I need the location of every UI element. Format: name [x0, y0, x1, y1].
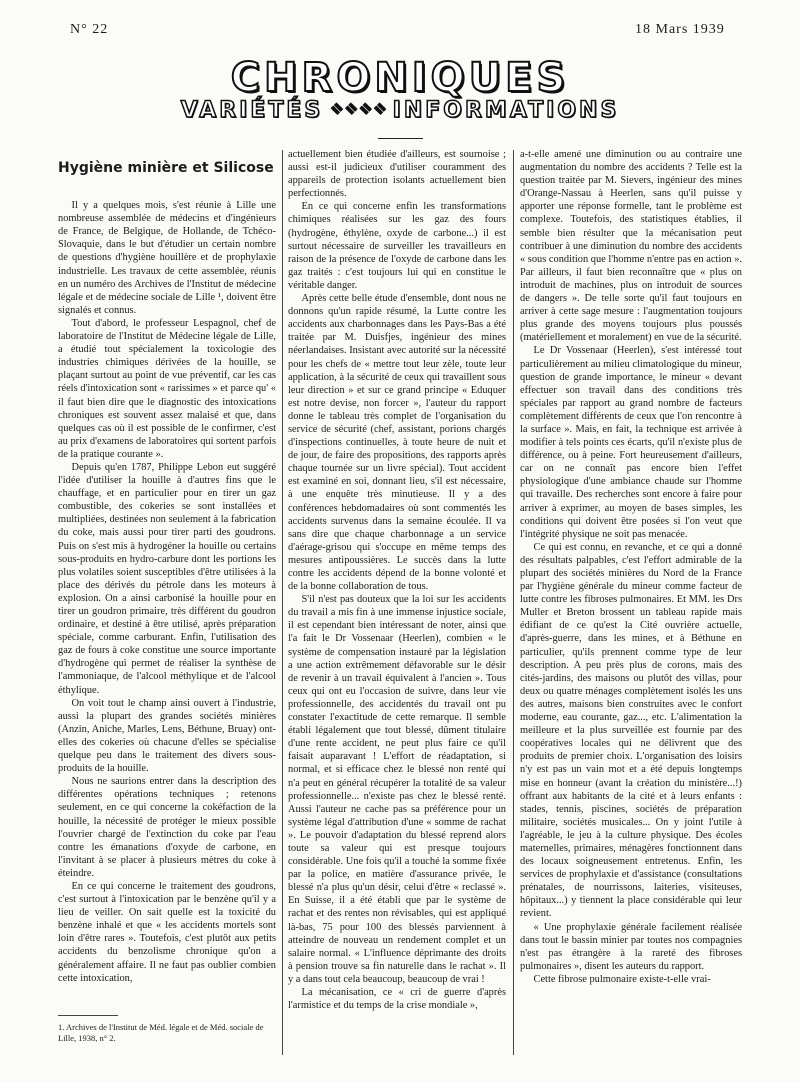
paragraph: a-t-elle amené une diminution ou au contraire une augmentation du nombre des accidents ? Telle est la question traitée par M. Sievers, ingénieur des mines d'Orange-Nassau à Heerlen, sans qu'il puisse y apporter une réponse formelle, tant le problème est complexe. Toutefois, des statistiques établies, il semble bien résulter que la mécanisation peut contribuer à une diminution du nombre des accidents « sous condition que l'homme n'entre pas en action ». Par ailleurs, il faut bien reconnaître que « plus on introduit de machines, plus on introduit de sources de dangers ». De telle sorte qu'il faut toujours en arriver à cette sage mesure : l'augmentation toujours plus grande des moyens toujours plus poussés (matériellement et moralement) en vue de la sécurité. [520, 149, 742, 344]
paragraph: Depuis qu'en 1787, Philippe Lebon eut suggéré l'idée d'utiliser la houille à d'autres fins que le chauffage, et en particulier pour en tirer un gaz combustible, des cokeries se sont installées et multipliées, destinées non seulement à la fabrication du coke, mais aussi pour tirer parti des goudrons. Puis on s'est mis à hydrogéner la houille ou certains sous-produits en hydro-carbure dont les portions les plus volatiles soient susceptibles d'être utilisées à la place des dérivés du pétrole dans les moteurs à explosion. On a ainsi carbonisé la houille pour en tirer un goudron primaire, très différent du goudron ordinaire, et destiné à être utilisé, après préparation spéciale, comme carburant. Enfin, l'utilisation des gaz de fours à coke constitue une source importante d'hydrogène qui permet de réaliser la synthèse de l'ammoniaque, de l'alcool méthylique et de l'alcool éthylique. [58, 461, 276, 696]
issue-date: 18 Mars 1939 [635, 22, 725, 37]
footnote: 1. Archives de l'Institut de Méd. légale et de Méd. sociale de Lille, 1938, n° 2. [58, 1022, 264, 1043]
paragraph: Nous ne saurions entrer dans la description des différentes opérations techniques ; retenons seulement, en ce qui concerne la cokéfaction de la houille, la nécessité de protéger le mieux possible l'ouvrier chargé de l'extinction du coke par l'eau contre les émanations d'oxyde de carbone, en l'invitant à se placer à plusieurs mètres du coke à éteindre. [58, 776, 276, 879]
column-divider [513, 150, 514, 1055]
paragraph: « Une prophylaxie générale facilement réalisée dans tout le bassin minier par toutes nos compagnies n'est pas étrangère à la rareté des fibroses pulmonaires », disent les auteurs du rapport. [520, 921, 742, 972]
masthead-subtitle [0, 98, 800, 123]
paragraph: S'il n'est pas douteux que la loi sur les accidents du travail a mis fin à une immense injustice sociale, il est cependant bien intéressant de noter, ainsi que l'a fait le Dr Vossenaar (Heerlen), combien « le système de compensation instauré par la législation a une action extrêmement défavorable sur le désir de revenir à un travail équivalent à l'ancien ». Tous ceux qui ont eu l'occasion de suivre, dans leur vie professionnelle, des accidentés du travail ont pu constater l'exactitude de cette remarque. Il semble établi légalement que tout blessé, dûment titulaire d'une rente accident, ne peut plus faire ce qu'il faisait auparavant ! L'effort de réadaptation, si normal, et si efficace chez le blessé non renté qui n'a peut en général récupérer la totalité de sa valeur professionnelle... n'existe pas chez le blessé renté. Aussi l'auteur ne cache pas sa préférence pour un système légal d'attribution d'une « somme de rachat ». Le pouvoir d'adaptation du blessé reprend alors toute sa valeur qui est presque toujours considérable. Une fois qu'il a touché la somme fixée par la police, en matière d'assurance privée, le blessé n'a plus qu'un désir, celui d'être « reclassé ». En Suisse, il a été établi que par le système de rachat et des rentes non révisables, qui est appliqué là-bas, 75 pour 100 des blessés parviennent à atteindre de nouveau un rendement complet et un salaire normal. « L'influence déprimante des droits à pension trouve sa fin naturelle dans le rachat ». Il y a dans tout cela beaucoup, beaucoup de vrai ! [288, 594, 506, 985]
column-3 [520, 148, 742, 1053]
title-rule [378, 138, 423, 139]
paragraph: Le Dr Vossenaar (Heerlen), s'est intéressé tout particulièrement au milieu climatologique du mineur, question de grande importance, le mineur « devant effectuer son travail dans des conditions très spéciales par rapport au grand nombre de facteurs complètement différents de ceux que l'on rencontre à la surface ». Mais, en fait, la technique est arrivée à modifier à tels points ces écarts, qu'il n'existe plus de différence, ou à peine. Fort heureusement d'ailleurs, car on ne connaît pas encore bien l'effet physiologique d'une ambiance chaude sur l'homme qui travaille. Des recherches sont encore à faire pour arriver à exprimer, au moyen de bases simples, les conditions qui doivent être posées si l'on veut que l'intégrité physique ne soit pas menacée. [520, 345, 742, 540]
paragraph: On voit tout le champ ainsi ouvert à l'industrie, aussi la plupart des grandes sociétés minières (Anzin, Aniche, Marles, Lens, Béthune, Bruay) ont-elles des cokeries où chacune d'elles se spécialise quelque peu dans le traitement des divers sous-produits de la houille. [58, 697, 276, 775]
column-divider [282, 150, 283, 1055]
paragraph: La mécanisation, ce « cri de guerre d'après l'armistice et du temps de la crise mondiale », [288, 987, 506, 1012]
paragraph: Cette fibrose pulmonaire existe-t-elle vrai- [533, 973, 711, 985]
article-title: Hygiène minière et Silicose [58, 160, 274, 176]
footnote-rule [58, 1015, 118, 1016]
paragraph: Il y a quelques mois, s'est réunie à Lille une nombreuse assemblée de médecins et d'ingénieurs de France, de Belgique, de Hollande, de Tchéco-Slovaquie, dans le but d'étudier un certain nombre de questions d'hygiène houillère et de prophylaxie industrielle. Les travaux de cette assemblée, réunis en un numéro des Archives de l'Institut de médecine légale et de médecine sociale de Lille ¹, doivent être signalés et connus. [58, 200, 276, 316]
paragraph: En ce qui concerne enfin les transformations chimiques réalisées sur les gaz des fours (hydrogène, éthylène, oxyde de carbone...) il est surtout nécessaire de surveiller les travailleurs en raison de la présence de l'oxyde de carbone dans les gaz traités : c'est toujours lui qui en constitue le véritable danger. [288, 201, 506, 291]
paragraph: Ce qui est connu, en revanche, et ce qui a donné des résultats palpables, c'est l'effort admirable de la plupart des sociétés minières du Nord de la France par l'hygiène générale du mineur comme facteur de lutte contre les fibroses pulmonaires. Et MM. les Drs Muller et Breton brossent un tableau rapide mais édifiant de ce qu'est la Cité ouvrière actuelle, d'après-guerre, dans les mines, et à Béthune en particulier, qu'ils prennent comme type de leur description. A peu près plus de corons, mais des cités-jardins, des maisons ou plutôt des villas, pour deux ou quatre ménages complètement isolés les uns des autres, maisons bien construites avec le confort moderne, eau courante, gaz..., etc. L'alimentation la meilleure et la plus surveillée est fournie par des coopératives locales qui ne délivrent que des produits de premier choix. L'organisation des loisirs n'y est pas un vain mot et a été depuis longtemps mise en honneur (avant la création du ministère...!) offrant aux habitants de la cité et à leurs enfants : stades, tennis, piscines, sociétés de préparation militaire, sociétés musicales... On y joint l'utile à l'agréable, le jeu à la culture physique. Des écoles maternelles, primaires, ménagères fonctionnent dans des locaux soigneusement entretenus. Enfin, les services de prophylaxie et d'assistance (consultations prénatales, de nourrissons, laiteries, visiteuses, hôpitaux...) y tiennent la place considérable qui leur revient. [520, 541, 742, 920]
subtitle-varietes: VARIÉTÉS [180, 98, 324, 123]
column-1 [58, 150, 276, 1055]
paragraph: En ce qui concerne le traitement des goudrons, c'est surtout à l'intoxication par le benzène qu'il y a lieu de veiller. On sait quelle est la toxicité du benzène inhalé et que « les accidents mortels sont loin d'être rares ». Toutefois, c'est plutôt aux petits accidents du benzolisme chronique qu'on a généralement affaire. Il ne faut pas oublier combien cette intoxication, [58, 880, 276, 984]
paragraph: actuellement bien étudiée d'ailleurs, est sournoise ; aussi est-il judicieux d'utiliser couramment des appareils de protection isolants actuellement bien perfectionnés. [288, 149, 506, 200]
masthead-title: CHRONIQUES [230, 55, 570, 101]
column-2 [288, 148, 506, 1053]
paragraph: Après cette belle étude d'ensemble, dont nous ne donnons qu'un rapide résumé, la Lutte contre les accidents aux charbonnages dans les Pays-Bas a été traitée par M. Duisfjes, ingénieur des mines néerlandaises. Insistant avec autorité sur la nécessité pour les chefs de « mettre tout leur zèle, toute leur application, à la sécurité de ceux qui travaillent sous leur direction » et sur ce grand principe « Eduquer est notre devise, non forcer », l'auteur du rapport donne le tableau très complet de l'organisation du service de sécurité (chef, assistant, porions chargés d'inspections continuelles, à toute heure de nuit et de jour, de faire des propositions, des rapports après chaque tournée sur un livre spécial). Tout accident est examiné en soi, donnant lieu, s'il est nécessaire, à une enquête très minutieuse. Il y a des conférences hebdomadaires où sont commentés les accidents survenus dans la semaine écoulée. Il va sans dire que chaque charbonnage a un service d'aérage-grisou qui s'occupe en même temps des mesures antipoussières. Le succès dans la lutte contre les accidents dépend de la bonne volonté et de la bonne collaboration de tous. [288, 293, 506, 593]
issue-number: N° 22 [70, 22, 109, 37]
subtitle-informations: INFORMATIONS [392, 98, 620, 123]
ornament-icon: ❖❖❖❖ [329, 99, 387, 118]
paragraph: Tout d'abord, le professeur Lespagnol, chef de laboratoire de l'Institut de Médecine légale de Lille, a étudié tout spécialement la toxicologie des industries chimiques dérivées de la houille, se plaçant surtout au point de vue préventif, car les cas réels d'intoxication sont « rarissimes » et parce qu' « il faut bien dire que le diagnostic des intoxications chroniques est souvent assez malaisé et que, dans quelques cas où il est possible de le confirmer, c'est au prix d'examens de laboratoires qui sortent parfois de la pratique courante ». [58, 317, 276, 460]
